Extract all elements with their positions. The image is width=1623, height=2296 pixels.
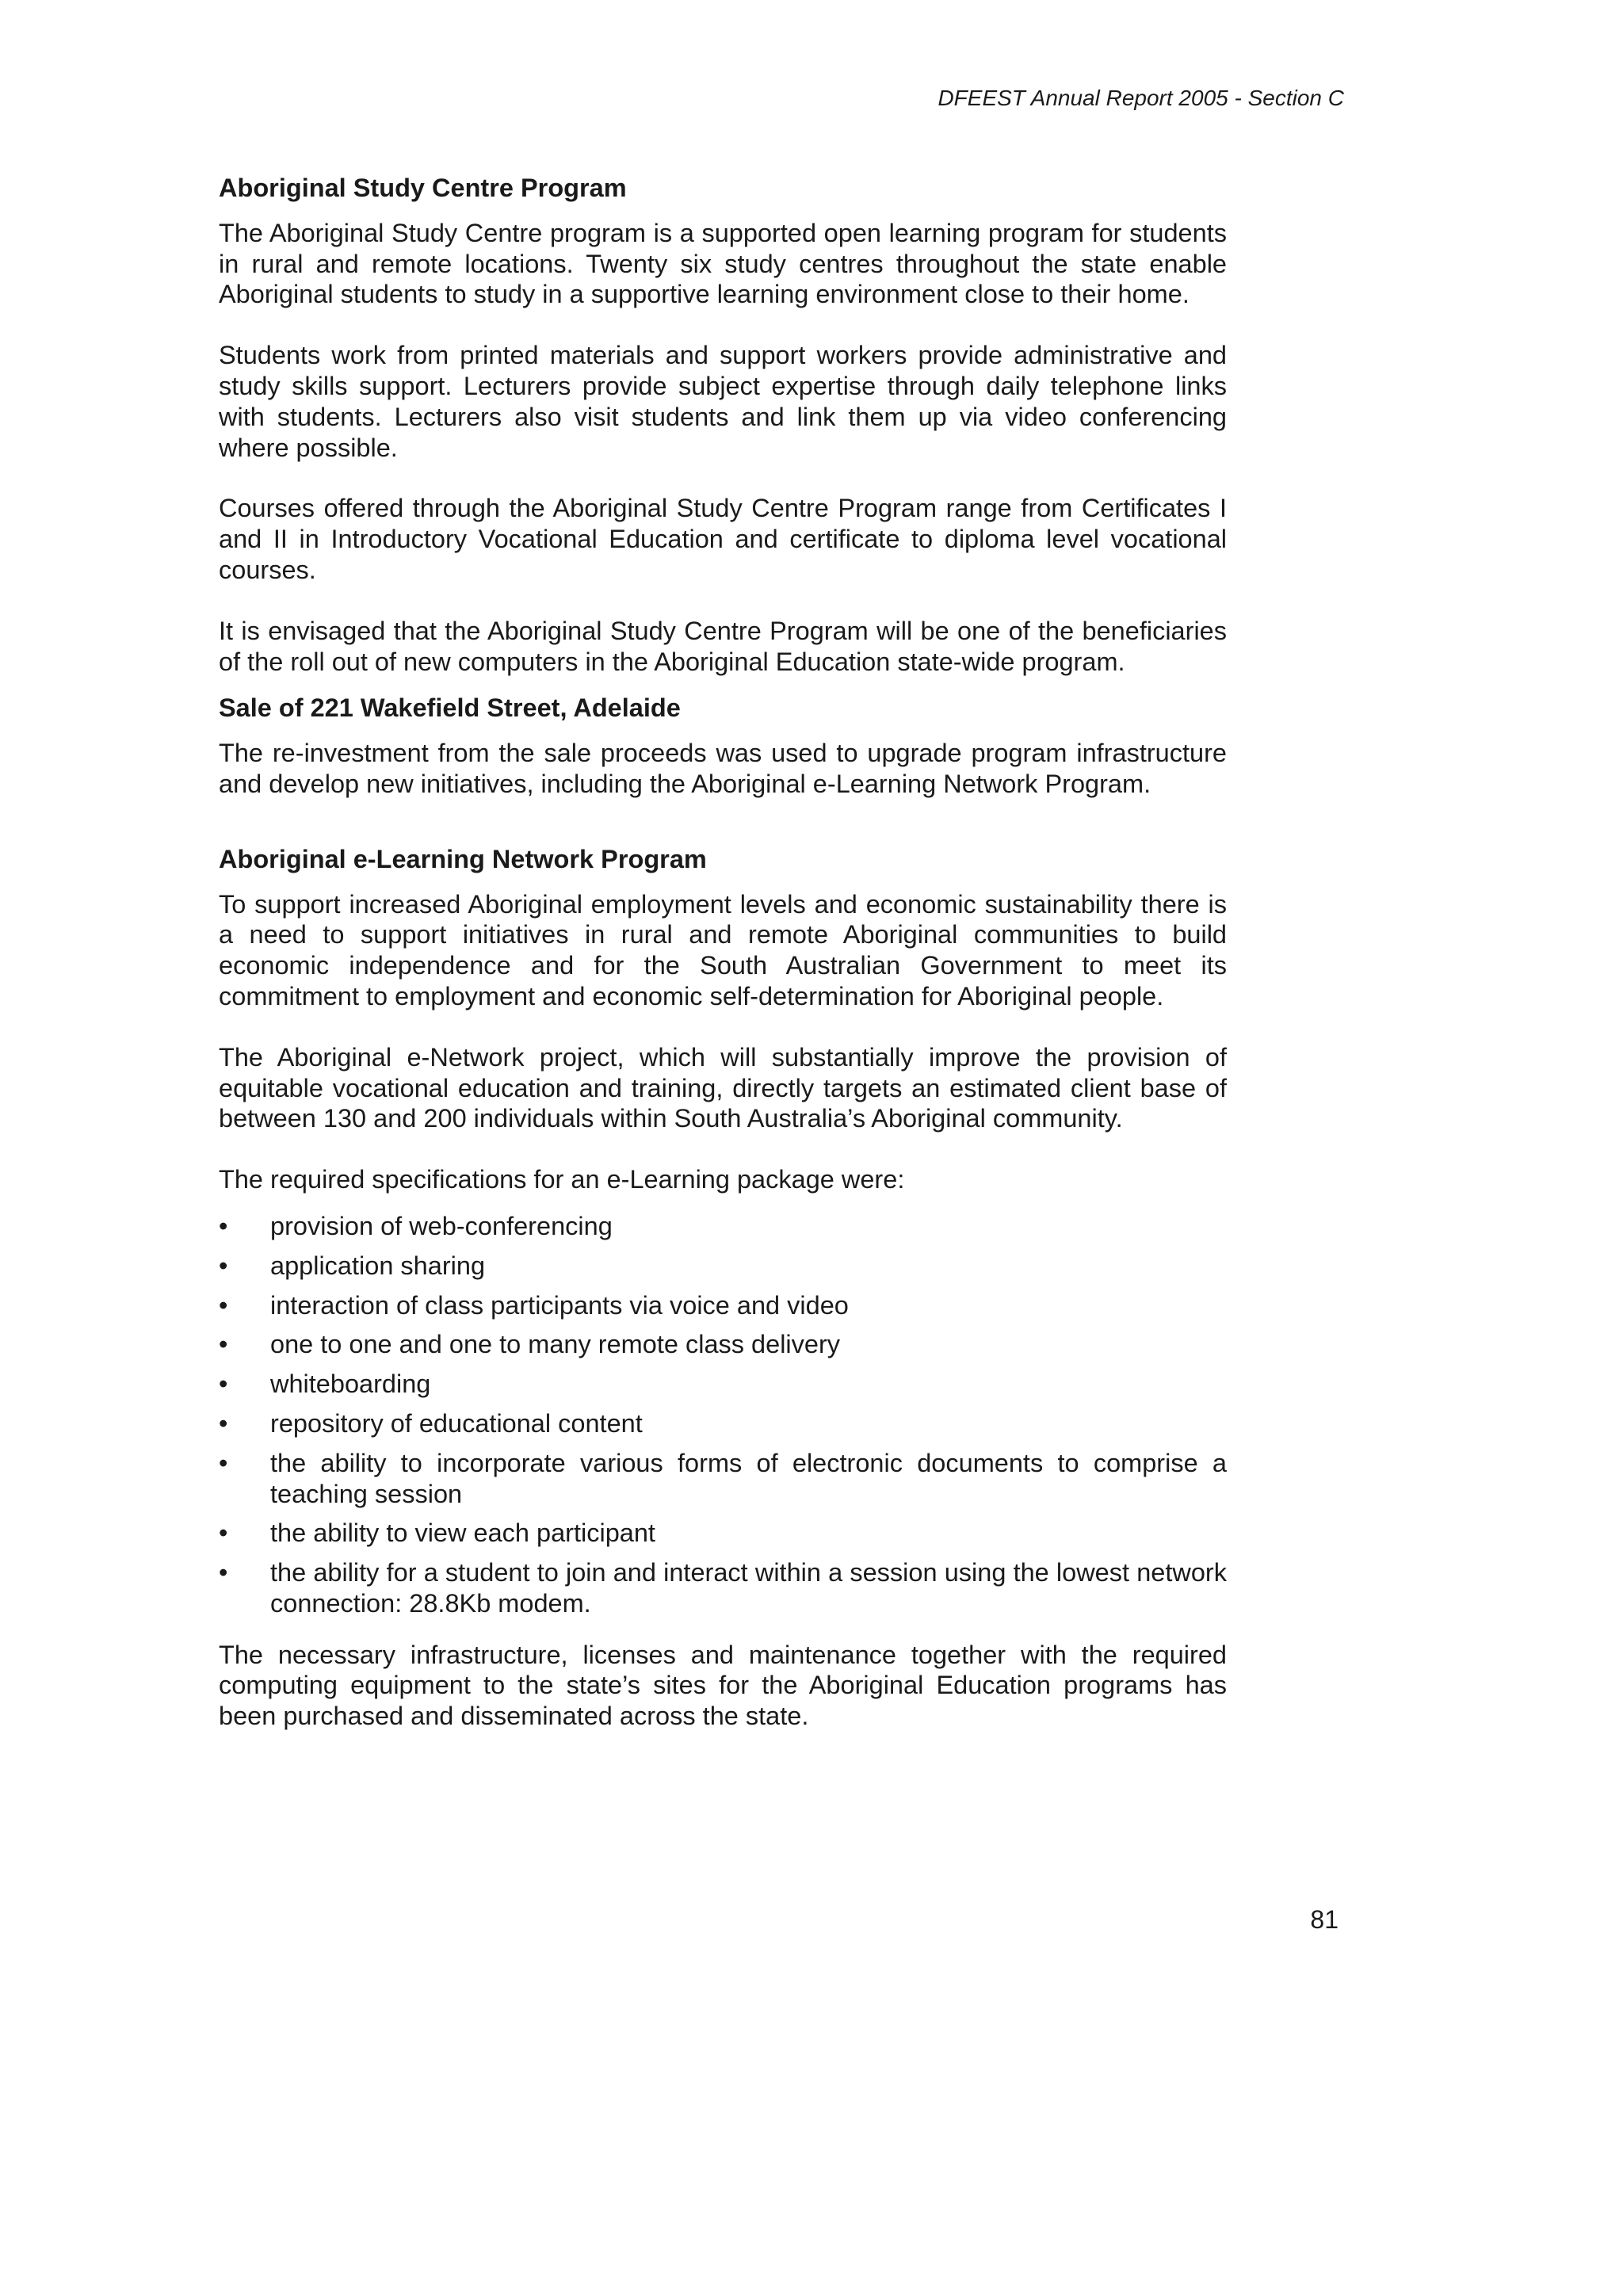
paragraph: Courses offered through the Aboriginal Study Centre Program range from Certificates I and II in Introductory Vocational Education and certificate to diploma level vocational courses. (219, 494, 1227, 584)
list-item (219, 1290, 1227, 1321)
section-sale-of-wakefield-street (219, 693, 1227, 799)
section-heading: Aboriginal Study Centre Program (219, 174, 627, 202)
paragraph: The necessary infrastructure, licenses and maintenance together with the required computing equipment to the state’s sites for the Aboriginal Education programs has been purchased and disseminated across the state. (219, 1640, 1227, 1731)
list-item-text: provision of web-conferencing (270, 1211, 613, 1240)
bullet-icon: • (219, 1408, 228, 1438)
page-number: 81 (1310, 1905, 1338, 1934)
bullet-icon: • (219, 1519, 228, 1548)
list-item (219, 1329, 1227, 1360)
running-header: DFEEST Annual Report 2005 - Section C (938, 86, 1344, 110)
section-e-learning-network (219, 844, 1227, 1732)
bullet-icon: • (219, 1558, 228, 1587)
bullet-icon: • (219, 1448, 228, 1477)
list-item-text: interaction of class participants via voice and video (270, 1290, 849, 1320)
list-item (219, 1408, 1227, 1439)
list-item (219, 1251, 1227, 1282)
list-item (219, 1211, 1227, 1242)
specifications-list (219, 1211, 1227, 1619)
bullet-icon: • (219, 1370, 228, 1399)
section-heading: Aboriginal e-Learning Network Program (219, 844, 707, 873)
list-item (219, 1518, 1227, 1549)
paragraph: The Aboriginal e-Network project, which will substantially improve the provision of equitable vocational education and training, directly targets an estimated client base of between 130 and 200 individuals within South Australia’s Aboriginal community. (219, 1042, 1227, 1133)
list-item-text: the ability for a student to join and interact within a session using the lowest network connection: 28.8Kb modem. (270, 1558, 1227, 1618)
list-item-text: the ability to incorporate various forms of electronic documents to comprise a teaching session (270, 1448, 1227, 1508)
paragraph: To support increased Aboriginal employment levels and economic sustainability there is a need to support initiatives in rural and remote Aboriginal communities to build economic independence and for the South Australian Government to meet its commitment to employment and economic self-determination for Aboriginal people. (219, 889, 1227, 1010)
paragraph: Students work from printed materials and support workers provide administrative and study skills support. Lecturers provide subject expertise through daily telephone links with students. Lecturers also visit students and link them up via video conferencing where possible. (219, 341, 1227, 462)
list-item-text: repository of educational content (270, 1408, 643, 1438)
paragraph: The Aboriginal Study Centre program is a supported open learning program for students in rural and remote locations. Twenty six study centres throughout the state enable Aboriginal students to study in a supportive learning environment close to their home. (219, 218, 1227, 309)
paragraph: It is envisaged that the Aboriginal Study Centre Program will be one of the beneficiaries of the roll out of new computers in the Aboriginal Education state-wide program. (219, 616, 1227, 676)
page-content (219, 173, 1227, 1762)
list-item-text: whiteboarding (270, 1370, 431, 1399)
list-item (219, 1448, 1227, 1510)
paragraph: The re-investment from the sale proceeds was used to upgrade program infrastructure and develop new initiatives, including the Aboriginal e-Learning Network Program. (219, 739, 1227, 798)
bullet-icon: • (219, 1211, 228, 1240)
bullet-icon: • (219, 1330, 228, 1359)
paragraph: The required specifications for an e-Learning package were: (219, 1165, 905, 1194)
list-item-text: the ability to view each participant (270, 1519, 655, 1548)
section-aboriginal-study-centre (219, 173, 1227, 677)
section-heading: Sale of 221 Wakefield Street, Adelaide (219, 693, 681, 723)
list-item (219, 1369, 1227, 1400)
bullet-icon: • (219, 1251, 228, 1280)
list-item-text: one to one and one to many remote class delivery (270, 1330, 841, 1359)
list-item (219, 1557, 1227, 1619)
list-item-text: application sharing (270, 1251, 486, 1280)
bullet-icon: • (219, 1290, 228, 1320)
